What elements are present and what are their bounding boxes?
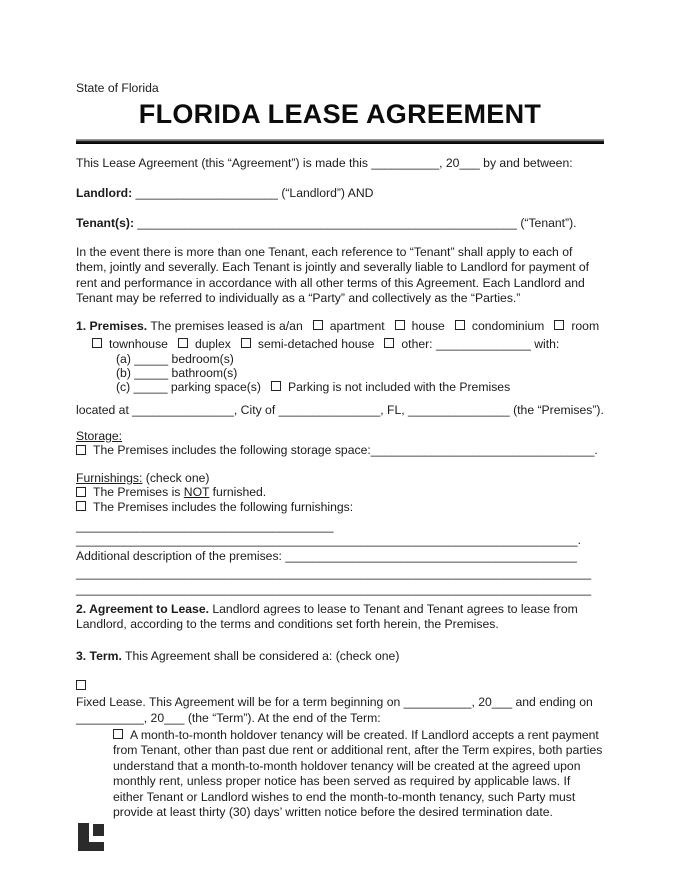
fixed-lease-text-line-1: Fixed Lease. This Agreement will be for a term beginning on __________, 20___ and ending on	[76, 694, 593, 709]
checkbox-storage-icon	[76, 445, 86, 455]
premises-heading: 1. Premises.	[76, 318, 148, 333]
storage-heading-line	[76, 429, 604, 444]
checkbox-not-furnished-icon	[76, 487, 86, 497]
section-3-term	[76, 649, 604, 665]
premises-option-other: other:	[384, 337, 432, 351]
agreement-intro-line: This Lease Agreement (this “Agreement”) is made this __________, 20___ by and between:	[76, 155, 573, 170]
section-2-heading: 2. Agreement to Lease.	[76, 601, 209, 616]
checkbox-house-icon	[395, 320, 405, 330]
checkbox-condominium-icon	[455, 320, 465, 330]
storage-heading: Storage:	[76, 428, 123, 443]
landlord-label: Landlord:	[76, 185, 133, 200]
additional-blank-line-3: ____________________________________________________________________________	[76, 582, 592, 596]
parking-line	[116, 380, 604, 394]
premises-type-row-1	[76, 318, 604, 334]
furnished-option-text: The Premises includes the following furnishings:	[93, 499, 354, 514]
tenant-blank: ________________________________________________________ (“Tenant”).	[134, 215, 577, 230]
other-blank-with: ______________ with:	[432, 336, 560, 351]
premises-option-duplex: duplex	[178, 337, 231, 351]
furnishings-blank-line-2: __________________________________________________________________________.	[76, 533, 581, 547]
not-emphasis: NOT	[183, 485, 210, 499]
document-title: FLORIDA LEASE AGREEMENT	[138, 98, 542, 129]
state-label: State of Florida	[76, 81, 159, 95]
checkbox-room-icon	[554, 320, 564, 330]
section-3-body: This Agreement shall be considered a: (check one)	[121, 648, 400, 663]
additional-blank-line-2: ____________________________________________________________________________	[76, 565, 592, 580]
checkbox-other-icon	[384, 338, 394, 348]
storage-option-line	[76, 443, 604, 458]
premises-option-semi-detached: semi-detached house	[241, 337, 375, 351]
tenant-line	[76, 216, 604, 232]
legal-templates-logo-icon	[78, 823, 104, 851]
premises-option-house: house	[395, 319, 445, 333]
located-line: located at _______________, City of _______________, FL, _______________ (the “Premises”).	[76, 402, 604, 417]
fixed-lease-text-line-2: __________, 20___ (the “Term”). At the end of the Term:	[76, 710, 381, 725]
bathrooms-line: (b) _____ bathroom(s)	[116, 365, 238, 380]
premises-lead: The premises leased is a/an	[147, 318, 303, 333]
checkbox-holdover-icon	[113, 729, 123, 739]
joint-liability-paragraph: In the event there is more than one Tenant, each reference to “Tenant” shall apply to each of them, jointly and severally. Each Tenant is jointly and severally liable to Landlord for payment of rent and performance in accordance with all other terms of this Agreement. Each Landlord and Tenant may be referred to individually as a “Party” and collectively as the “Parties.”	[76, 244, 590, 305]
furnishings-blank-line-1: ______________________________________	[76, 519, 334, 533]
premises-option-room: room	[554, 319, 599, 333]
section-2-body: Landlord agrees to lease to Tenant and Tenant agrees to lease from Landlord, according to the terms and conditions set forth herein, the Premises.	[76, 601, 578, 631]
checkbox-apartment-icon	[313, 320, 323, 330]
premises-option-apartment: apartment	[313, 319, 385, 333]
holdover-tenancy-option	[113, 728, 604, 821]
tenant-label: Tenant(s):	[76, 215, 134, 230]
parking-not-included-option: Parking is not included with the Premises	[271, 380, 510, 394]
checkbox-fixed-lease-icon	[76, 680, 86, 690]
additional-description-line: Additional description of the premises: ___________________________________________	[76, 549, 577, 563]
bedrooms-line: (a) _____ bedroom(s)	[116, 351, 234, 366]
furnishings-heading: Furnishings:	[76, 470, 143, 485]
title-divider-rule	[76, 139, 604, 144]
furnished-line	[76, 500, 604, 515]
checkbox-furnished-icon	[76, 501, 86, 511]
landlord-blank: _____________________ (“Landlord”) AND	[132, 185, 374, 200]
not-furnished-line: The Premises is NOT furnished.	[76, 485, 604, 500]
storage-option-text: The Premises includes the following storage space:_________________________________.	[93, 443, 598, 457]
section-3-heading: 3. Term.	[76, 648, 122, 663]
checkbox-duplex-icon	[178, 338, 188, 348]
checkbox-semi-detached-icon	[241, 338, 251, 348]
premises-type-row-2	[92, 336, 604, 352]
parking-text: (c) _____ parking space(s)	[116, 379, 261, 394]
checkbox-parking-not-included-icon	[271, 381, 281, 391]
checkbox-townhouse-icon	[92, 338, 102, 348]
premises-option-townhouse: townhouse	[92, 337, 168, 351]
landlord-line	[76, 186, 604, 202]
check-one-note: (check one)	[142, 470, 210, 485]
holdover-paragraph: A month-to-month holdover tenancy will be created. If Landlord accepts a rent payment from Tenant, other than past due rent or additional rent, after the Term expires, both parties understand that a month-to-month holdover tenancy will be created at the agreed upon monthly rent, unless proper notice has been served as required by applicable laws. If either Tenant or Landlord wishes to end the month-to-month tenancy, such Party must provide at least thirty (30) days’ written notice before the desired termination date.	[113, 727, 603, 819]
furnishings-heading-line	[76, 471, 604, 486]
section-2-agreement-to-lease	[76, 602, 604, 633]
premises-option-condominium: condominium	[455, 319, 544, 333]
fixed-lease-option	[76, 678, 604, 726]
